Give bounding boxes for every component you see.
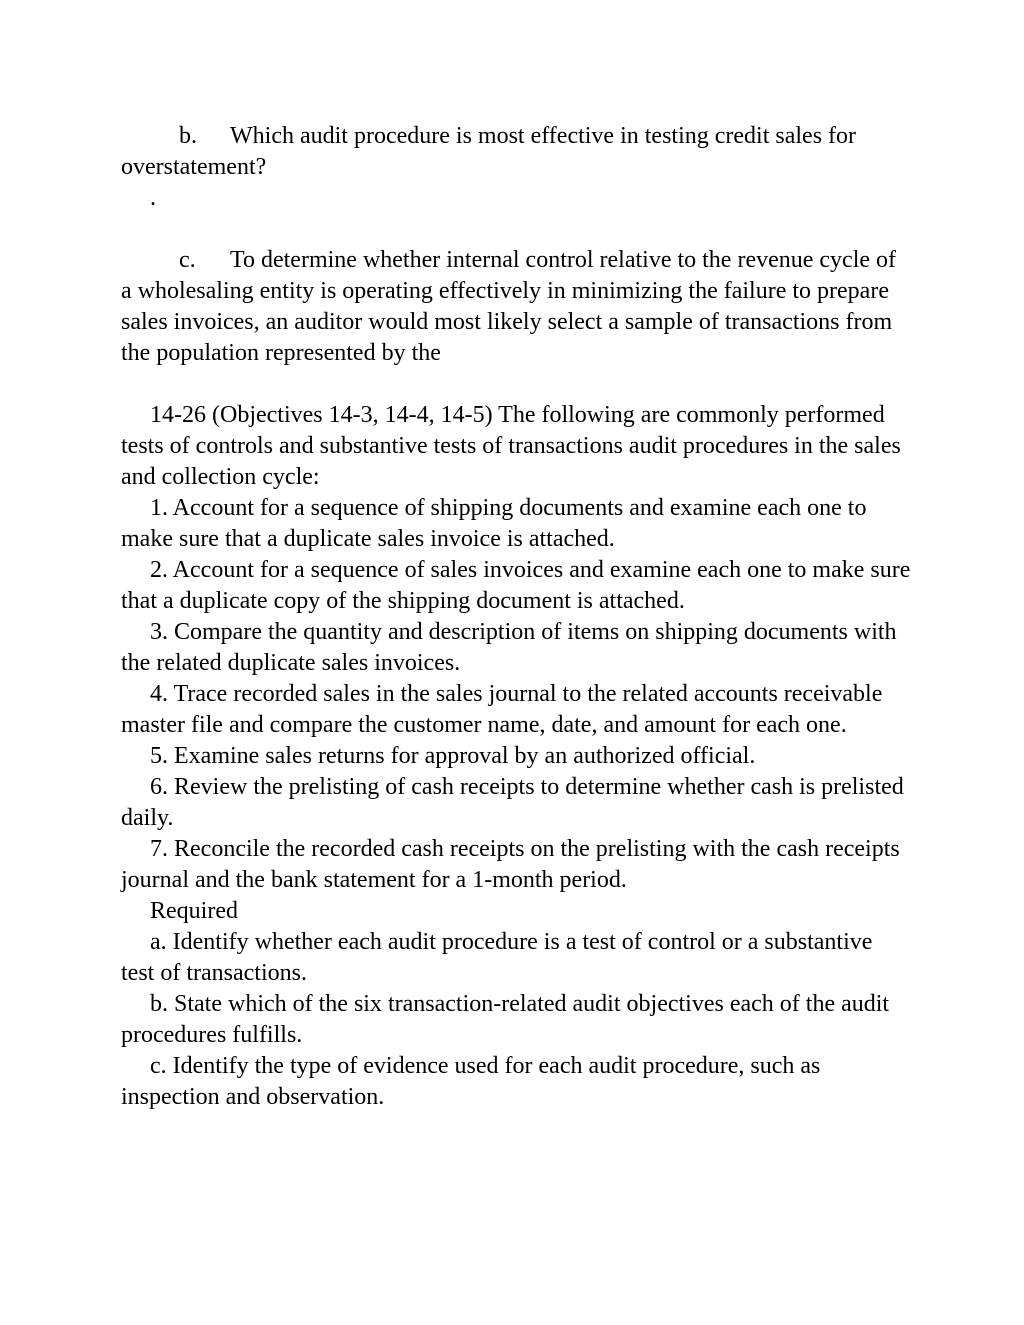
procedure-item: 6. Review the prelisting of cash receipts to determine whether cash is prelisted daily. xyxy=(121,774,904,831)
question-b-label: b. xyxy=(179,123,197,149)
spacer xyxy=(121,214,911,245)
question-c-text: To determine whether internal control relative to the revenue cycle of a wholesaling entity is operating effectively in minimizing the failure to prepare sales invoices, an auditor would most likely select a sample of transactions from the population represented by the xyxy=(121,247,897,366)
requirement-item: c. Identify the type of evidence used for each audit procedure, such as inspection and observation. xyxy=(121,1053,821,1110)
requirement-item: a. Identify whether each audit procedure is a test of control or a substantive test of transactions. xyxy=(121,929,873,986)
procedure-item: 2. Account for a sequence of sales invoices and examine each one to make sure that a duplicate copy of the shipping document is attached. xyxy=(121,557,911,614)
requirement-item: b. State which of the six transaction-related audit objectives each of the audit procedures fulfills. xyxy=(121,991,890,1048)
procedure-item: 3. Compare the quantity and description of items on shipping documents with the related duplicate sales invoices. xyxy=(121,619,897,676)
question-b-trailing: . xyxy=(150,185,156,211)
procedure-item: 5. Examine sales returns for approval by an authorized official. xyxy=(150,743,756,769)
spacer xyxy=(121,369,911,400)
question-c-label: c. xyxy=(179,247,196,273)
question-c xyxy=(121,245,911,369)
problem-intro: 14-26 (Objectives 14-3, 14-4, 14-5) The following are commonly performed tests of controls and substantive tests of transactions audit procedures in the sales and collection cycle: xyxy=(121,402,901,490)
question-b xyxy=(121,121,911,183)
required-heading: Required xyxy=(150,898,238,924)
document-page xyxy=(121,121,911,1113)
question-b-text: Which audit procedure is most effective in testing credit sales for overstatement? xyxy=(121,123,857,180)
procedure-item: 4. Trace recorded sales in the sales journal to the related accounts receivable master file and compare the customer name, date, and amount for each one. xyxy=(121,681,883,738)
procedure-item: 7. Reconcile the recorded cash receipts on the prelisting with the cash receipts journal and the bank statement for a 1-month period. xyxy=(121,836,900,893)
procedure-item: 1. Account for a sequence of shipping documents and examine each one to make sure that a duplicate sales invoice is attached. xyxy=(121,495,867,552)
